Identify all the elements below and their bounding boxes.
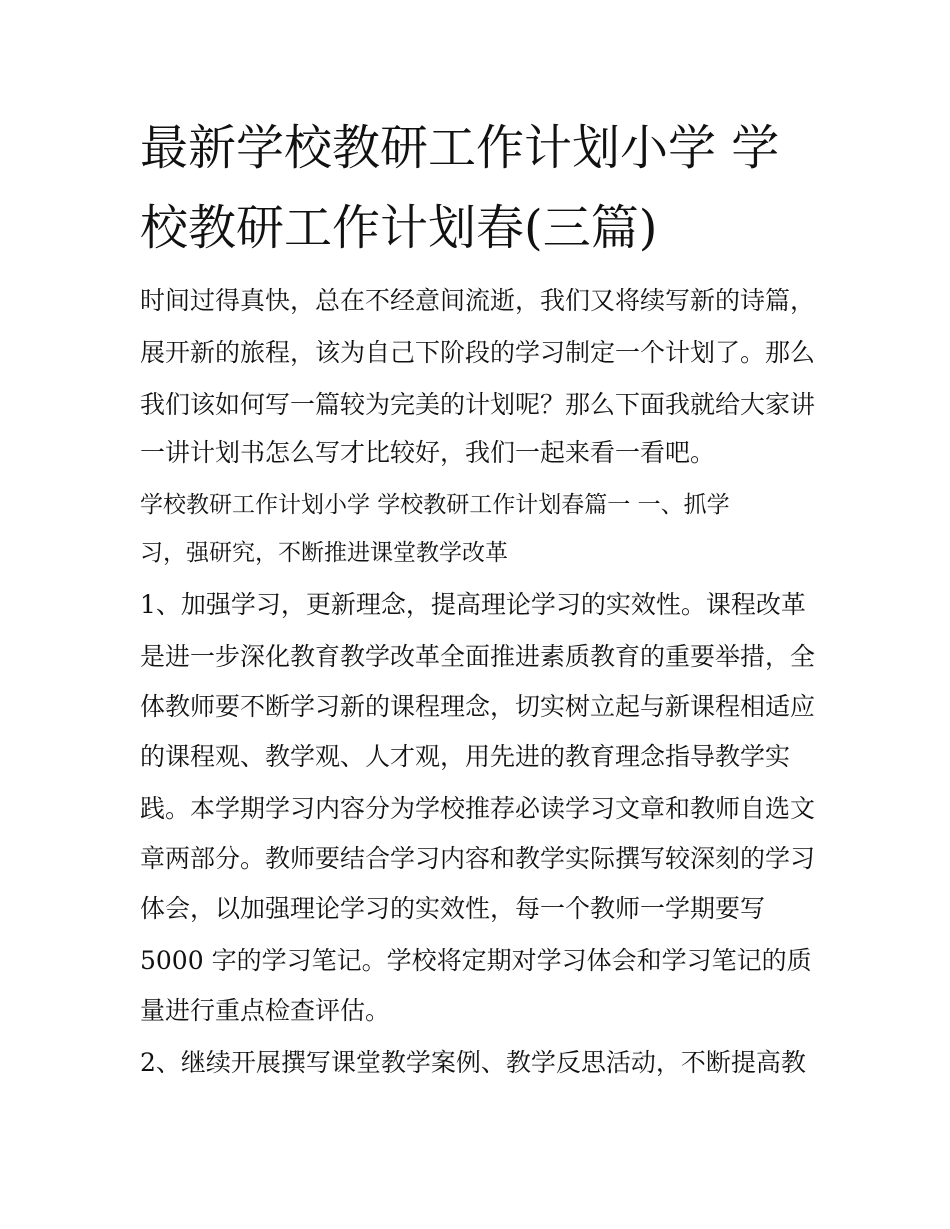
item1-line-5: 践。本学期学习内容分为学校推荐必读学习文章和教师自选文 <box>140 794 816 823</box>
item2-line-1: 2、继续开展撰写课堂教学案例、教学反思活动，不断提高教 <box>140 1048 806 1077</box>
item1-line-3: 体教师要不断学习新的课程理念，切实树立起与新课程相适应 <box>140 692 816 721</box>
intro-paragraph-line-2: 展开新的旅程，该为自己下阶段的学习制定一个计划了。那么 <box>140 338 816 367</box>
intro-paragraph-line-3: 我们该如何写一篇较为完美的计划呢？那么下面我就给大家讲 <box>140 390 816 419</box>
item1-line-2: 是进一步深化教育教学改革全面推进素质教育的重要举措，全 <box>140 642 816 671</box>
document-title-line-1: 最新学校教研工作计划小学 学 <box>140 120 780 176</box>
document-title-line-2: 校教研工作计划春(三篇) <box>140 200 658 256</box>
item1-line-1: 1、加强学习，更新理念，提高理论学习的实效性。课程改革 <box>140 590 806 619</box>
section-heading-line-1: 学校教研工作计划小学 学校教研工作计划春篇一 一、抓学 <box>140 492 730 518</box>
item1-line-4: 的课程观、教学观、人才观，用先进的教育理念指导教学实 <box>140 742 791 771</box>
intro-paragraph-line-1: 时间过得真快，总在不经意间流逝，我们又将续写新的诗篇， <box>140 286 816 315</box>
intro-paragraph-line-4: 一讲计划书怎么写才比较好，我们一起来看一看吧。 <box>140 438 716 467</box>
item1-line-8: 5000 字的学习笔记。学校将定期对学习体会和学习笔记的质 <box>140 946 812 975</box>
section-heading-line-2: 习，强研究，不断推进课堂教学改革 <box>140 540 508 566</box>
item1-line-6: 章两部分。教师要结合学习内容和教学实际撰写较深刻的学习 <box>140 844 816 873</box>
item1-line-7: 体会，以加强理论学习的实效性，每一个教师一学期要写 <box>140 894 766 923</box>
item1-line-9: 量进行重点检查评估。 <box>140 996 391 1025</box>
